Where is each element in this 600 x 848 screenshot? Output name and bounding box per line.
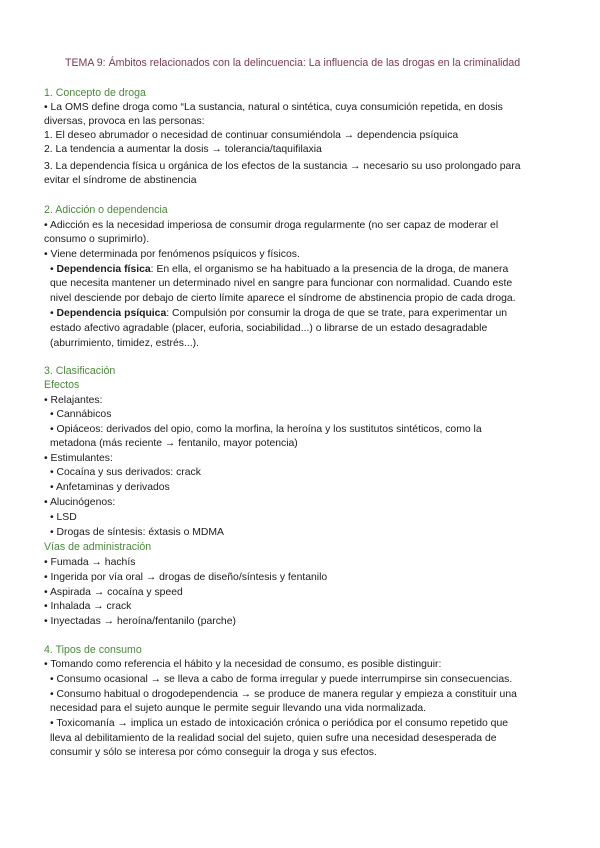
paragraph-line: diversas, provoca en las personas: — [44, 116, 205, 127]
list-item: • Relajantes: — [44, 395, 103, 406]
paragraph-line: • La OMS define droga como “La sustancia, natural o sintética, cuya consumición repetida, en dosis — [44, 102, 503, 113]
paragraph-line: consumir y sólo se interesa por cómo conseguir la droga y sus efectos. — [50, 747, 377, 758]
list-item: • Opiáceos: derivados del opio, como la morfina, la heroína y los sustitutos sintéticos, como la — [50, 424, 482, 435]
list-item: • Estimulantes: — [44, 453, 113, 464]
list-item: • Viene determinada por fenómenos psíquicos y físicos. — [44, 249, 300, 260]
list-item-psychic-dependence: • Dependencia psíquica: Compulsión por consumir la droga de que se trate, para experimentar un — [50, 308, 508, 319]
term-physical-dependence: Dependencia física — [56, 264, 151, 275]
paragraph-line: necesidad para el sujeto aunque le permite seguir llevando una vida normalizada. — [50, 703, 427, 714]
list-item: • Alucinógenos: — [44, 497, 116, 508]
list-item: • Consumo ocasional → se lleva a cabo de forma irregular y puede interrumpirse sin consecuencias. — [50, 674, 513, 685]
section-3-heading: 3. Clasificación — [44, 365, 116, 377]
list-item: • Aspirada → cocaína y speed — [44, 587, 183, 598]
document-title: TEMA 9: Ámbitos relacionados con la delincuencia: La influencia de las drogas en la criminalidad — [65, 57, 521, 69]
subheading-administration: Vías de administración — [44, 541, 152, 553]
list-item: • Fumada → hachís — [44, 557, 136, 568]
list-item: • Anfetaminas y derivados — [50, 482, 170, 493]
list-item: • Consumo habitual o drogodependencia → se produce de manera regular y empieza a constituir una — [50, 689, 517, 700]
list-item: • Inyectadas → heroína/fentanilo (parche) — [44, 616, 236, 627]
paragraph-line: (aburrimiento, timidez, estrés...). — [50, 338, 199, 349]
list-item: • LSD — [50, 512, 77, 523]
section-4-heading: 4. Tipos de consumo — [44, 644, 142, 656]
list-item-physical-dependence: • Dependencia física: En ella, el organismo se ha habituado a la presencia de la droga, de manera — [50, 264, 509, 275]
section-2-heading: 2. Adicción o dependencia — [44, 204, 168, 216]
list-item: • Ingerida por vía oral → drogas de diseño/síntesis y fentanilo — [44, 572, 328, 583]
list-item: • Cannábicos — [50, 409, 112, 420]
term-psychic-dependence: Dependencia psíquica — [56, 308, 167, 319]
definition-text: : En ella, el organismo se ha habituado a la presencia de la droga, de manera — [150, 264, 509, 275]
list-item: evitar el síndrome de abstinencia — [44, 175, 197, 186]
list-item: • Toxicomanía → implica un estado de intoxicación crónica o periódica por el consumo repetido que — [50, 718, 509, 729]
list-item: 3. La dependencia física u orgánica de los efectos de la sustancia → necesario su uso prolongado para — [44, 161, 521, 172]
list-item: • Drogas de síntesis: éxtasis o MDMA — [50, 527, 224, 538]
subheading-effects: Efectos — [44, 379, 80, 391]
paragraph-line: que necesita mantener un determinado nivel en sangre para funcionar con normalidad. Cuando este — [50, 278, 513, 289]
list-item: • Cocaína y sus derivados: crack — [50, 467, 201, 478]
definition-text: : Compulsión por consumir la droga de que se trate, para experimentar un — [166, 308, 508, 319]
list-item: 2. La tendencia a aumentar la dosis → tolerancia/taquifilaxia — [44, 144, 322, 155]
paragraph-line: nivel desciende por debajo de cierto límite aparece el síndrome de abstinencia propio de cada droga. — [50, 293, 516, 304]
list-item: 1. El deseo abrumador o necesidad de continuar consumiéndola → dependencia psíquica — [44, 130, 459, 141]
paragraph-line: consumo o suprimirlo). — [44, 234, 150, 245]
paragraph-line: • Adicción es la necesidad imperiosa de consumir droga regularmente (no ser capaz de moderar el — [44, 220, 499, 231]
section-1-heading: 1. Concepto de droga — [44, 87, 146, 99]
paragraph-line: • Tomando como referencia el hábito y la necesidad de consumo, es posible distinguir: — [44, 659, 442, 670]
paragraph-line: lleva al debilitamiento de la realidad social del sujeto, quien sufre una necesidad desesperada de — [50, 733, 497, 744]
list-item: • Inhalada → crack — [44, 601, 132, 612]
paragraph-line: metadona (más reciente → fentanilo, mayor potencia) — [50, 438, 298, 449]
paragraph-line: estado afectivo agradable (placer, euforia, sociabilidad...) o librarse de un estado desagradable — [50, 323, 488, 334]
